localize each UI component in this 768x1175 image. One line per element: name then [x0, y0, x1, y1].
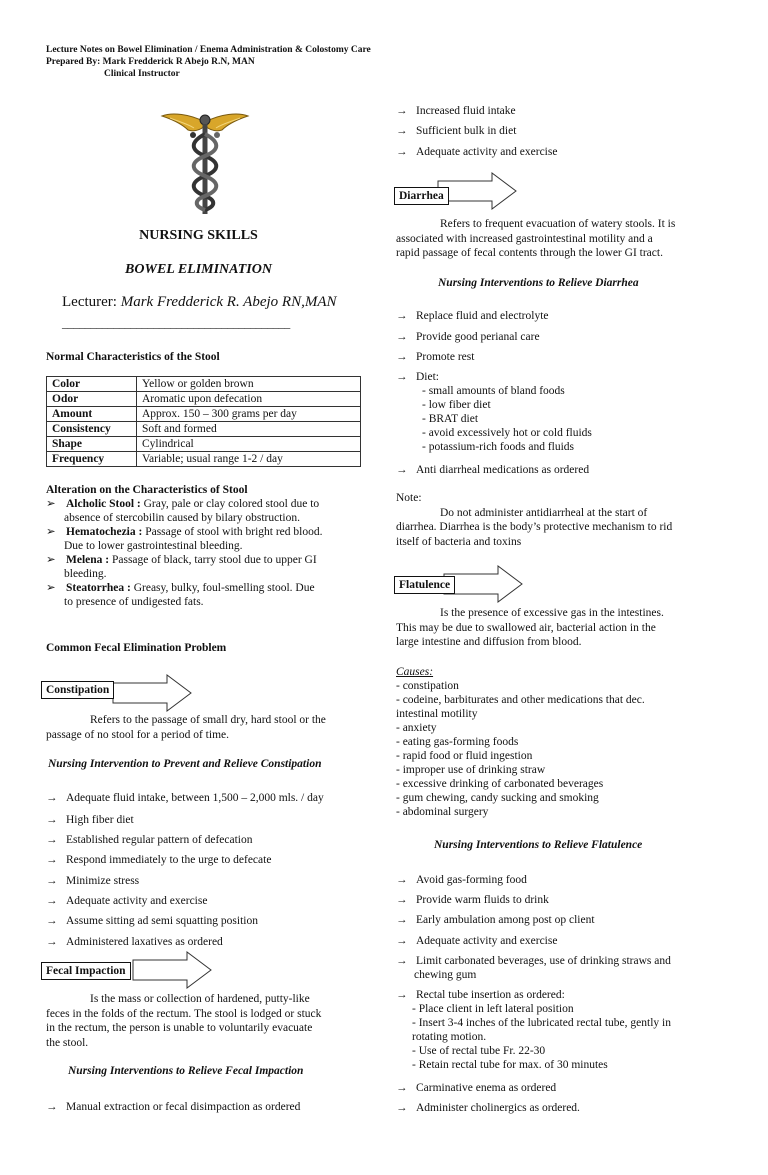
arrow-icon: →	[396, 105, 408, 117]
cause-item: intestinal motility	[396, 708, 478, 720]
stool-value: Variable; usual range 1-2 / day	[137, 452, 361, 467]
right-top-item	[396, 104, 516, 118]
arrow-icon: →	[396, 125, 408, 137]
flatulence-end-item	[396, 1101, 580, 1115]
diarrhea-item-text: Promote rest	[416, 351, 475, 363]
constipation-item-text: Respond immediately to the urge to defecate	[66, 854, 272, 866]
cause-item: - excessive drinking of carbonated beverages	[396, 778, 604, 790]
arrow-icon: →	[46, 875, 58, 887]
constipation-item	[46, 853, 271, 867]
diarrhea-item-text: Diet:	[416, 371, 439, 383]
lecturer-label: Lecturer:	[62, 294, 117, 310]
impaction-item-text: Manual extraction or fecal disimpaction as ordered	[66, 1101, 301, 1113]
stool-value: Soft and formed	[137, 422, 361, 437]
cause-item: - codeine, barbiturates and other medications that dec.	[396, 694, 645, 706]
flatulence-end-item	[396, 1081, 556, 1095]
diet-list	[422, 384, 592, 454]
diarrhea-definition	[396, 217, 726, 261]
constipation-label: Constipation	[41, 681, 114, 699]
stool-key: Frequency	[47, 452, 137, 467]
tag-arrow-icon	[111, 673, 195, 715]
impaction-def-line-4: the stool.	[46, 1036, 89, 1049]
arrow-icon: →	[396, 955, 408, 967]
cause-item: - gum chewing, candy sucking and smoking	[396, 792, 599, 804]
arrow-icon: →	[46, 854, 58, 866]
header-line-2: Prepared By: Mark Fredderick R Abejo R.N, MAN	[46, 57, 255, 67]
stool-row	[47, 422, 361, 437]
arrow-icon: →	[46, 936, 58, 948]
cause-item: - improper use of drinking straw	[396, 764, 546, 776]
arrow-icon: →	[46, 834, 58, 846]
alteration-heading: Alteration on the Characteristics of Stool	[46, 484, 248, 496]
arrow-icon: →	[396, 351, 408, 363]
constipation-def-line-1: Refers to the passage of small dry, hard stool or the	[90, 714, 326, 726]
note-line-3: itself of bacteria and toxins	[396, 535, 522, 548]
arrow-icon: →	[46, 814, 58, 826]
stool-key: Consistency	[47, 422, 137, 437]
diarrhea-item	[396, 350, 474, 364]
arrow-icon: →	[396, 914, 408, 926]
arrow-icon: →	[396, 310, 408, 322]
alteration-item	[46, 497, 356, 525]
flatulence-sub: Nursing Interventions to Relieve Flatulence	[434, 839, 643, 851]
rectal-tube-steps	[396, 1002, 671, 1072]
impaction-sub: Nursing Interventions to Relieve Fecal Impaction	[68, 1065, 304, 1077]
alteration-term: Alcholic Stool :	[66, 498, 141, 510]
impaction-def-line-3: in the rectum, the person is unable to voluntarily evacuate	[46, 1022, 313, 1034]
constipation-item	[46, 914, 258, 928]
title-rule: ________________________________________	[62, 316, 291, 330]
right-top-item	[396, 145, 557, 159]
alteration-term: Steatorrhea :	[66, 582, 131, 594]
right-top-item-text: Sufficient bulk in diet	[416, 125, 517, 137]
arrow-icon: →	[396, 894, 408, 906]
constipation-item-text: Minimize stress	[66, 875, 140, 887]
check-arrow-icon: ➢	[46, 582, 56, 594]
stool-key: Odor	[47, 392, 137, 407]
stool-key: Amount	[47, 407, 137, 422]
tag-arrow-icon	[131, 950, 215, 992]
flatulence-def-line-1: Is the presence of excessive gas in the intestines.	[440, 607, 664, 619]
flatulence-item-text: Early ambulation among post op client	[416, 914, 595, 926]
document-header	[46, 44, 371, 80]
flatulence-item	[396, 934, 557, 948]
rectal-tube-item	[396, 988, 671, 1072]
arrow-icon: →	[396, 935, 408, 947]
diarrhea-def-line-2: associated with increased gastrointestinal motility and a	[396, 232, 653, 245]
flatulence-item	[396, 873, 527, 887]
flatulence-def-line-3: large intestine and diffusion from blood.	[396, 636, 582, 648]
stool-row	[47, 437, 361, 452]
cause-item: - rapid food or fluid ingestion	[396, 750, 533, 762]
arrow-icon: →	[46, 1101, 58, 1113]
caduceus-logo-icon	[160, 108, 250, 218]
arrow-icon: →	[46, 895, 58, 907]
diarrhea-item-text: Replace fluid and electrolyte	[416, 310, 549, 322]
flatulence-limit-item	[396, 954, 671, 982]
diarrhea-item	[396, 330, 540, 344]
constipation-item	[46, 894, 207, 908]
constipation-item-text: Administered laxatives as ordered	[66, 936, 223, 948]
diarrhea-def-line-1: Refers to frequent evacuation of watery stools. It is	[440, 218, 676, 230]
alteration-text: Gray, pale or clay colored stool due to	[140, 498, 320, 510]
constipation-item	[46, 813, 134, 827]
constipation-item-text: Adequate activity and exercise	[66, 895, 208, 907]
arrow-icon: →	[396, 1082, 408, 1094]
causes-label: Causes:	[396, 666, 434, 678]
alteration-text: Passage of black, tarry stool due to upper GI	[109, 554, 317, 566]
tube-step: - Place client in left lateral position	[412, 1003, 574, 1015]
impaction-label: Fecal Impaction	[41, 962, 131, 980]
note-line-1: Do not administer antidiarrheal at the start of	[440, 506, 648, 519]
diet-item: - low fiber diet	[422, 399, 491, 411]
flatulence-end-item-text: Administer cholinergics as ordered.	[416, 1102, 580, 1114]
right-top-item	[396, 124, 516, 138]
stool-value: Aromatic upon defecation	[137, 392, 361, 407]
diarrhea-label: Diarrhea	[394, 187, 449, 205]
arrow-icon: →	[396, 874, 408, 886]
stool-value: Approx. 150 – 300 grams per day	[137, 407, 361, 422]
arrow-icon: →	[396, 146, 408, 158]
arrow-icon: →	[396, 371, 408, 383]
flatulence-definition	[396, 606, 726, 650]
flatulence-item-text: Avoid gas-forming food	[416, 874, 527, 886]
diet-item: - potassium-rich foods and fluids	[422, 441, 575, 453]
stool-row	[47, 407, 361, 422]
stool-value: Cylindrical	[137, 437, 361, 452]
stool-value: Yellow or golden brown	[137, 377, 361, 392]
flatulence-item-text: Adequate activity and exercise	[416, 935, 558, 947]
cause-item: - eating gas-forming foods	[396, 736, 519, 748]
flatulence-label: Flatulence	[394, 576, 455, 594]
flatulence-item	[396, 893, 549, 907]
note-line-2: diarrhea. Diarrhea is the body’s protective mechanism to rid	[396, 521, 673, 533]
check-arrow-icon: ➢	[46, 554, 56, 566]
check-arrow-icon: ➢	[46, 498, 56, 510]
arrow-icon: →	[396, 989, 408, 1001]
diarrhea-note	[396, 491, 726, 549]
arrow-icon: →	[396, 331, 408, 343]
flatulence-item	[396, 913, 595, 927]
flatulence-end-item-text: Carminative enema as ordered	[416, 1082, 557, 1094]
alteration-text-cont: bleeding.	[64, 568, 107, 580]
alteration-text: Greasy, bulky, foul-smelling stool. Due	[130, 582, 315, 594]
causes-list	[396, 679, 645, 819]
stool-row	[47, 452, 361, 467]
diarrhea-last-item	[396, 463, 589, 477]
note-label: Note:	[396, 492, 422, 504]
header-line-3: Clinical Instructor	[104, 69, 180, 79]
stool-table	[46, 376, 361, 467]
alteration-item	[46, 553, 356, 581]
stool-key: Color	[47, 377, 137, 392]
diarrhea-item	[396, 309, 549, 323]
rectal-tube-text: Rectal tube insertion as ordered:	[416, 989, 565, 1001]
alteration-text-cont: to presence of undigested fats.	[64, 596, 204, 608]
diarrhea-sub: Nursing Interventions to Relieve Diarrhea	[438, 277, 639, 289]
stool-key: Shape	[47, 437, 137, 452]
right-top-item-text: Adequate activity and exercise	[416, 146, 558, 158]
alteration-text: Passage of stool with bright red blood.	[142, 526, 323, 538]
limit-line-2: chewing gum	[414, 969, 477, 981]
tube-step: rotating motion.	[412, 1031, 487, 1043]
alteration-term: Hematochezia :	[66, 526, 143, 538]
lecturer-name: Mark Fredderick R. Abejo RN,MAN	[120, 294, 337, 310]
constipation-item-text: Adequate fluid intake, between 1,500 – 2,000 mls. / day	[66, 792, 324, 804]
alteration-item	[46, 581, 356, 609]
constipation-sub: Nursing Intervention to Prevent and Relieve Constipation	[48, 758, 322, 770]
common-heading: Common Fecal Elimination Problem	[46, 642, 227, 654]
diet-item: - BRAT diet	[422, 413, 479, 425]
constipation-item-text: Established regular pattern of defecation	[66, 834, 253, 846]
constipation-item	[46, 833, 252, 847]
impaction-definition	[46, 992, 356, 1050]
diet-item: - small amounts of bland foods	[422, 385, 565, 397]
constipation-item	[46, 791, 324, 805]
tube-step: - Insert 3-4 inches of the lubricated rectal tube, gently in	[412, 1017, 671, 1029]
cause-item: - anxiety	[396, 722, 437, 734]
diarrhea-def-line-3: rapid passage of fecal contents through the lower GI tract.	[396, 247, 663, 259]
arrow-icon: →	[396, 1102, 408, 1114]
right-top-item-text: Increased fluid intake	[416, 105, 516, 117]
limit-line-1: Limit carbonated beverages, use of drinking straws and	[416, 955, 671, 967]
tube-step: - Retain rectal tube for max. of 30 minutes	[412, 1059, 608, 1071]
cause-item: - abdominal surgery	[396, 806, 489, 818]
tube-step: - Use of rectal tube Fr. 22-30	[412, 1045, 546, 1057]
stool-row	[47, 377, 361, 392]
causes-block	[396, 665, 645, 819]
flatulence-item-text: Provide warm fluids to drink	[416, 894, 549, 906]
check-arrow-icon: ➢	[46, 526, 56, 538]
constipation-def-line-2: passage of no stool for a period of time.	[46, 728, 229, 741]
constipation-item-text: High fiber diet	[66, 814, 134, 826]
stool-heading: Normal Characteristics of the Stool	[46, 351, 220, 363]
impaction-item	[46, 1100, 300, 1114]
diet-item: - avoid excessively hot or cold fluids	[422, 427, 592, 439]
constipation-item-text: Assume sitting ad semi squatting position	[66, 915, 258, 927]
stool-row	[47, 392, 361, 407]
header-line-1: Lecture Notes on Bowel Elimination / Enema Administration & Colostomy Care	[46, 45, 371, 55]
alteration-item	[46, 525, 356, 553]
flatulence-def-line-2: This may be due to swallowed air, bacterial action in the	[396, 621, 656, 634]
arrow-icon: →	[46, 792, 58, 804]
diarrhea-last-text: Anti diarrheal medications as ordered	[416, 464, 590, 476]
constipation-item	[46, 874, 139, 888]
alteration-text-cont: Due to lower gastrointestinal bleeding.	[64, 540, 243, 552]
diarrhea-item	[396, 370, 439, 384]
sub-title: BOWEL ELIMINATION	[125, 262, 272, 277]
alteration-term: Melena :	[66, 554, 110, 566]
arrow-icon: →	[396, 464, 408, 476]
cause-item: - constipation	[396, 680, 459, 692]
main-title: NURSING SKILLS	[139, 228, 258, 243]
arrow-icon: →	[46, 915, 58, 927]
constipation-definition	[46, 713, 356, 742]
constipation-item	[46, 935, 223, 949]
lecturer-line	[62, 294, 337, 311]
alteration-list	[46, 497, 356, 609]
impaction-def-line-2: feces in the folds of the rectum. The stool is lodged or stuck	[46, 1007, 322, 1020]
impaction-def-line-1: Is the mass or collection of hardened, putty-like	[90, 993, 310, 1005]
diarrhea-item-text: Provide good perianal care	[416, 331, 540, 343]
alteration-text-cont: absence of stercobilin caused by bilary obstruction.	[64, 512, 300, 524]
